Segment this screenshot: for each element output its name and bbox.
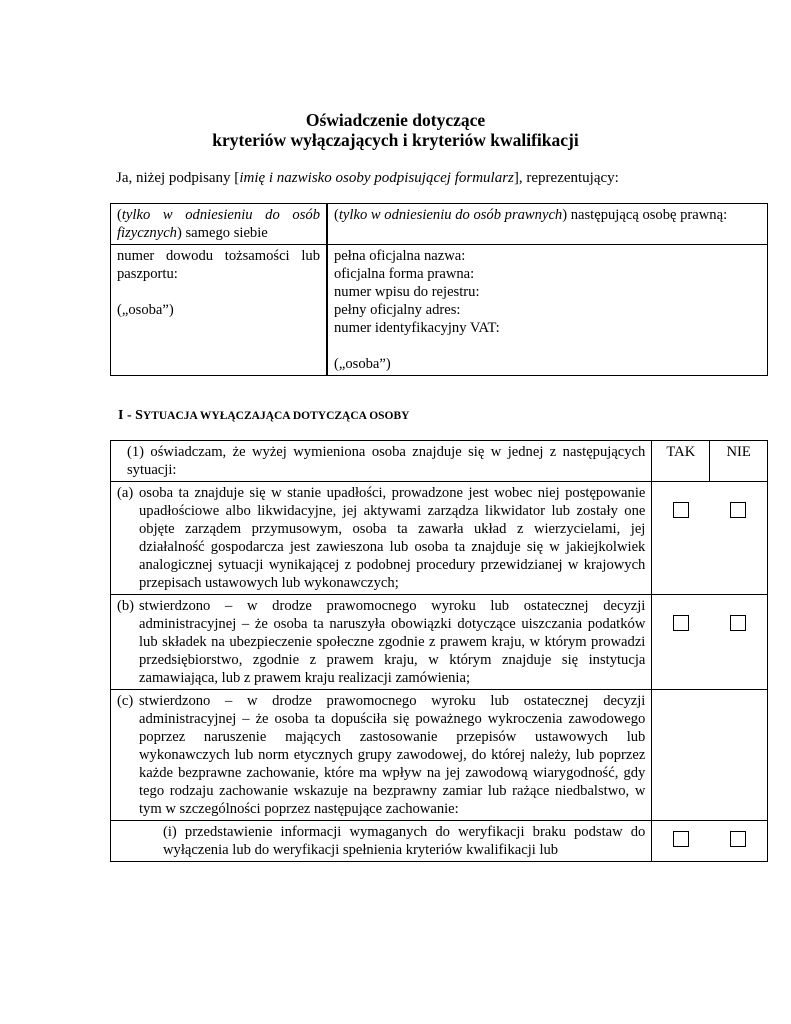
situation-a-text: osoba ta znajduje się w stanie upadłości, prowadzone jest wobec niej postępowanie upadłościowe albo likwidacyjne, jej aktywami zarządza likwidator lub zostały one objęte zarządem przymusowym, osoba ta zawarła układ z wierzycielami, jej działalność gospodarcza jest zawieszona lub osoba ta znajduje się w jakiejkolwiek analogicznej sytuacji wynikającej z podobnej procedury przewidzianej w krajowych przepisach ustawowych lub wykonawczych; xyxy=(139,485,646,591)
natural-person-cell: (tylko w odniesieniu do osób fizycznych) samego siebie xyxy=(111,204,328,245)
id-number-label: numer dowodu tożsamości lub paszportu: xyxy=(117,248,320,282)
situations-header-row xyxy=(111,441,768,482)
situation-b-nie-checkbox[interactable] xyxy=(730,615,746,631)
official-name-label: pełna oficjalna nazwa: xyxy=(334,248,466,264)
registry-number-label: numer wpisu do rejestru: xyxy=(334,284,480,300)
intro-prefix: Ja, niżej podpisany [ xyxy=(116,170,240,186)
situation-b-text: stwierdzono – w drodze prawomocnego wyroku lub ostatecznej decyzji administracyjnej – że osoba ta naruszyła obowiązki dotyczące uiszczania podatków lub składek na ubezpieczenie społeczne zgodnie z prawem kraju, w którym prowadzi przedsiębiorstwo, zgodnie z prawem kraju, w którym znajduje się instytucja zamawiająca, lub z prawem kraju realizacji zamówienia; xyxy=(139,598,646,686)
person-alias-left: („osoba”) xyxy=(117,302,174,318)
representation-table xyxy=(110,203,768,376)
situation-c-i-tak-checkbox[interactable] xyxy=(673,831,689,847)
section-prefix: I - S xyxy=(118,408,143,423)
situation-b-label: (b) xyxy=(117,598,135,614)
situations-header-label: (1) oświadczam, że wyżej wymieniona osoba znajduje się w jednej z następujących sytuacji: xyxy=(127,444,646,478)
situation-c-text-cell xyxy=(111,690,652,821)
document-title xyxy=(0,110,791,150)
natural-person-italic: tylko w odniesieniu do osób fizycznych xyxy=(117,207,320,241)
intro-statement xyxy=(116,170,619,187)
situation-a-nie-cell xyxy=(710,482,768,595)
situation-c-i-nie-cell xyxy=(710,821,768,862)
situations-table xyxy=(110,440,768,862)
situation-a-tak-cell xyxy=(652,482,710,595)
representation-row-1 xyxy=(111,204,768,245)
situation-c-i-tak-cell xyxy=(652,821,710,862)
section-rest: YTUACJA WYŁĄCZAJĄCA DOTYCZĄCA OSOBY xyxy=(142,410,410,422)
situations-header-text xyxy=(111,441,652,482)
situation-b-tak-cell xyxy=(652,595,710,690)
situation-row-b xyxy=(111,595,768,690)
situation-row-c-i xyxy=(111,821,768,862)
section-heading xyxy=(118,408,409,424)
title-line-1: Oświadczenie dotyczące xyxy=(305,110,486,130)
situation-a-label: (a) xyxy=(117,485,134,501)
official-address-label: pełny oficjalny adres: xyxy=(334,302,461,318)
vat-number-label: numer identyfikacyjny VAT: xyxy=(334,320,500,336)
id-number-cell xyxy=(111,245,328,376)
situation-a-text-cell xyxy=(111,482,652,595)
intro-placeholder: imię i nazwisko osoby podpisującej formularz xyxy=(239,170,514,186)
company-details-cell xyxy=(327,245,768,376)
title-line-2: kryteriów wyłączających i kryteriów kwalifikacji xyxy=(212,130,579,150)
situation-b-text-cell xyxy=(111,595,652,690)
situation-row-a xyxy=(111,482,768,595)
situation-b-tak-checkbox[interactable] xyxy=(673,615,689,631)
person-alias-right: („osoba”) xyxy=(334,356,391,372)
situation-a-tak-checkbox[interactable] xyxy=(673,502,689,518)
natural-person-rest: ) samego siebie xyxy=(176,225,268,241)
nie-header: NIE xyxy=(710,441,768,482)
intro-suffix: ], reprezentujący: xyxy=(513,170,619,186)
situation-c-i-text-cell xyxy=(111,821,652,862)
situation-row-c xyxy=(111,690,768,821)
situation-a-nie-checkbox[interactable] xyxy=(730,502,746,518)
legal-person-rest: ) następującą osobę prawną: xyxy=(562,207,728,223)
situation-c-label: (c) xyxy=(117,693,134,709)
legal-form-label: oficjalna forma prawna: xyxy=(334,266,475,282)
situation-c-text: stwierdzono – w drodze prawomocnego wyroku lub ostatecznej decyzji administracyjnej – że osoba ta dopuściła się poważnego wykroczenia zawodowego poprzez naruszenie mających zastosowanie przepisów ustawowych lub wykonawczych lub norm etycznych grupy zawodowej, do której należy, lub poprzez każde bezprawne zachowanie, które ma wpływ na jej zawodową wiarygodność, gdy tego rodzaju zachowanie wskazuje na bezprawny zamiar lub rażące niedbalstwo, w tym w szczególności poprzez następujące zachowanie: xyxy=(139,693,646,817)
legal-person-italic: tylko w odniesieniu do osób prawnych xyxy=(338,207,563,223)
representation-row-2 xyxy=(111,245,768,376)
situation-b-nie-cell xyxy=(710,595,768,690)
legal-person-cell: (tylko w odniesieniu do osób prawnych) następującą osobę prawną: xyxy=(327,204,768,245)
tak-header: TAK xyxy=(652,441,710,482)
situation-c-i-text: (i) przedstawienie informacji wymaganych do weryfikacji braku podstaw do wyłączenia lub do weryfikacji spełnienia kryteriów kwalifikacji lub xyxy=(163,824,646,858)
situation-c-i-nie-checkbox[interactable] xyxy=(730,831,746,847)
situation-c-empty-cell xyxy=(652,690,768,821)
